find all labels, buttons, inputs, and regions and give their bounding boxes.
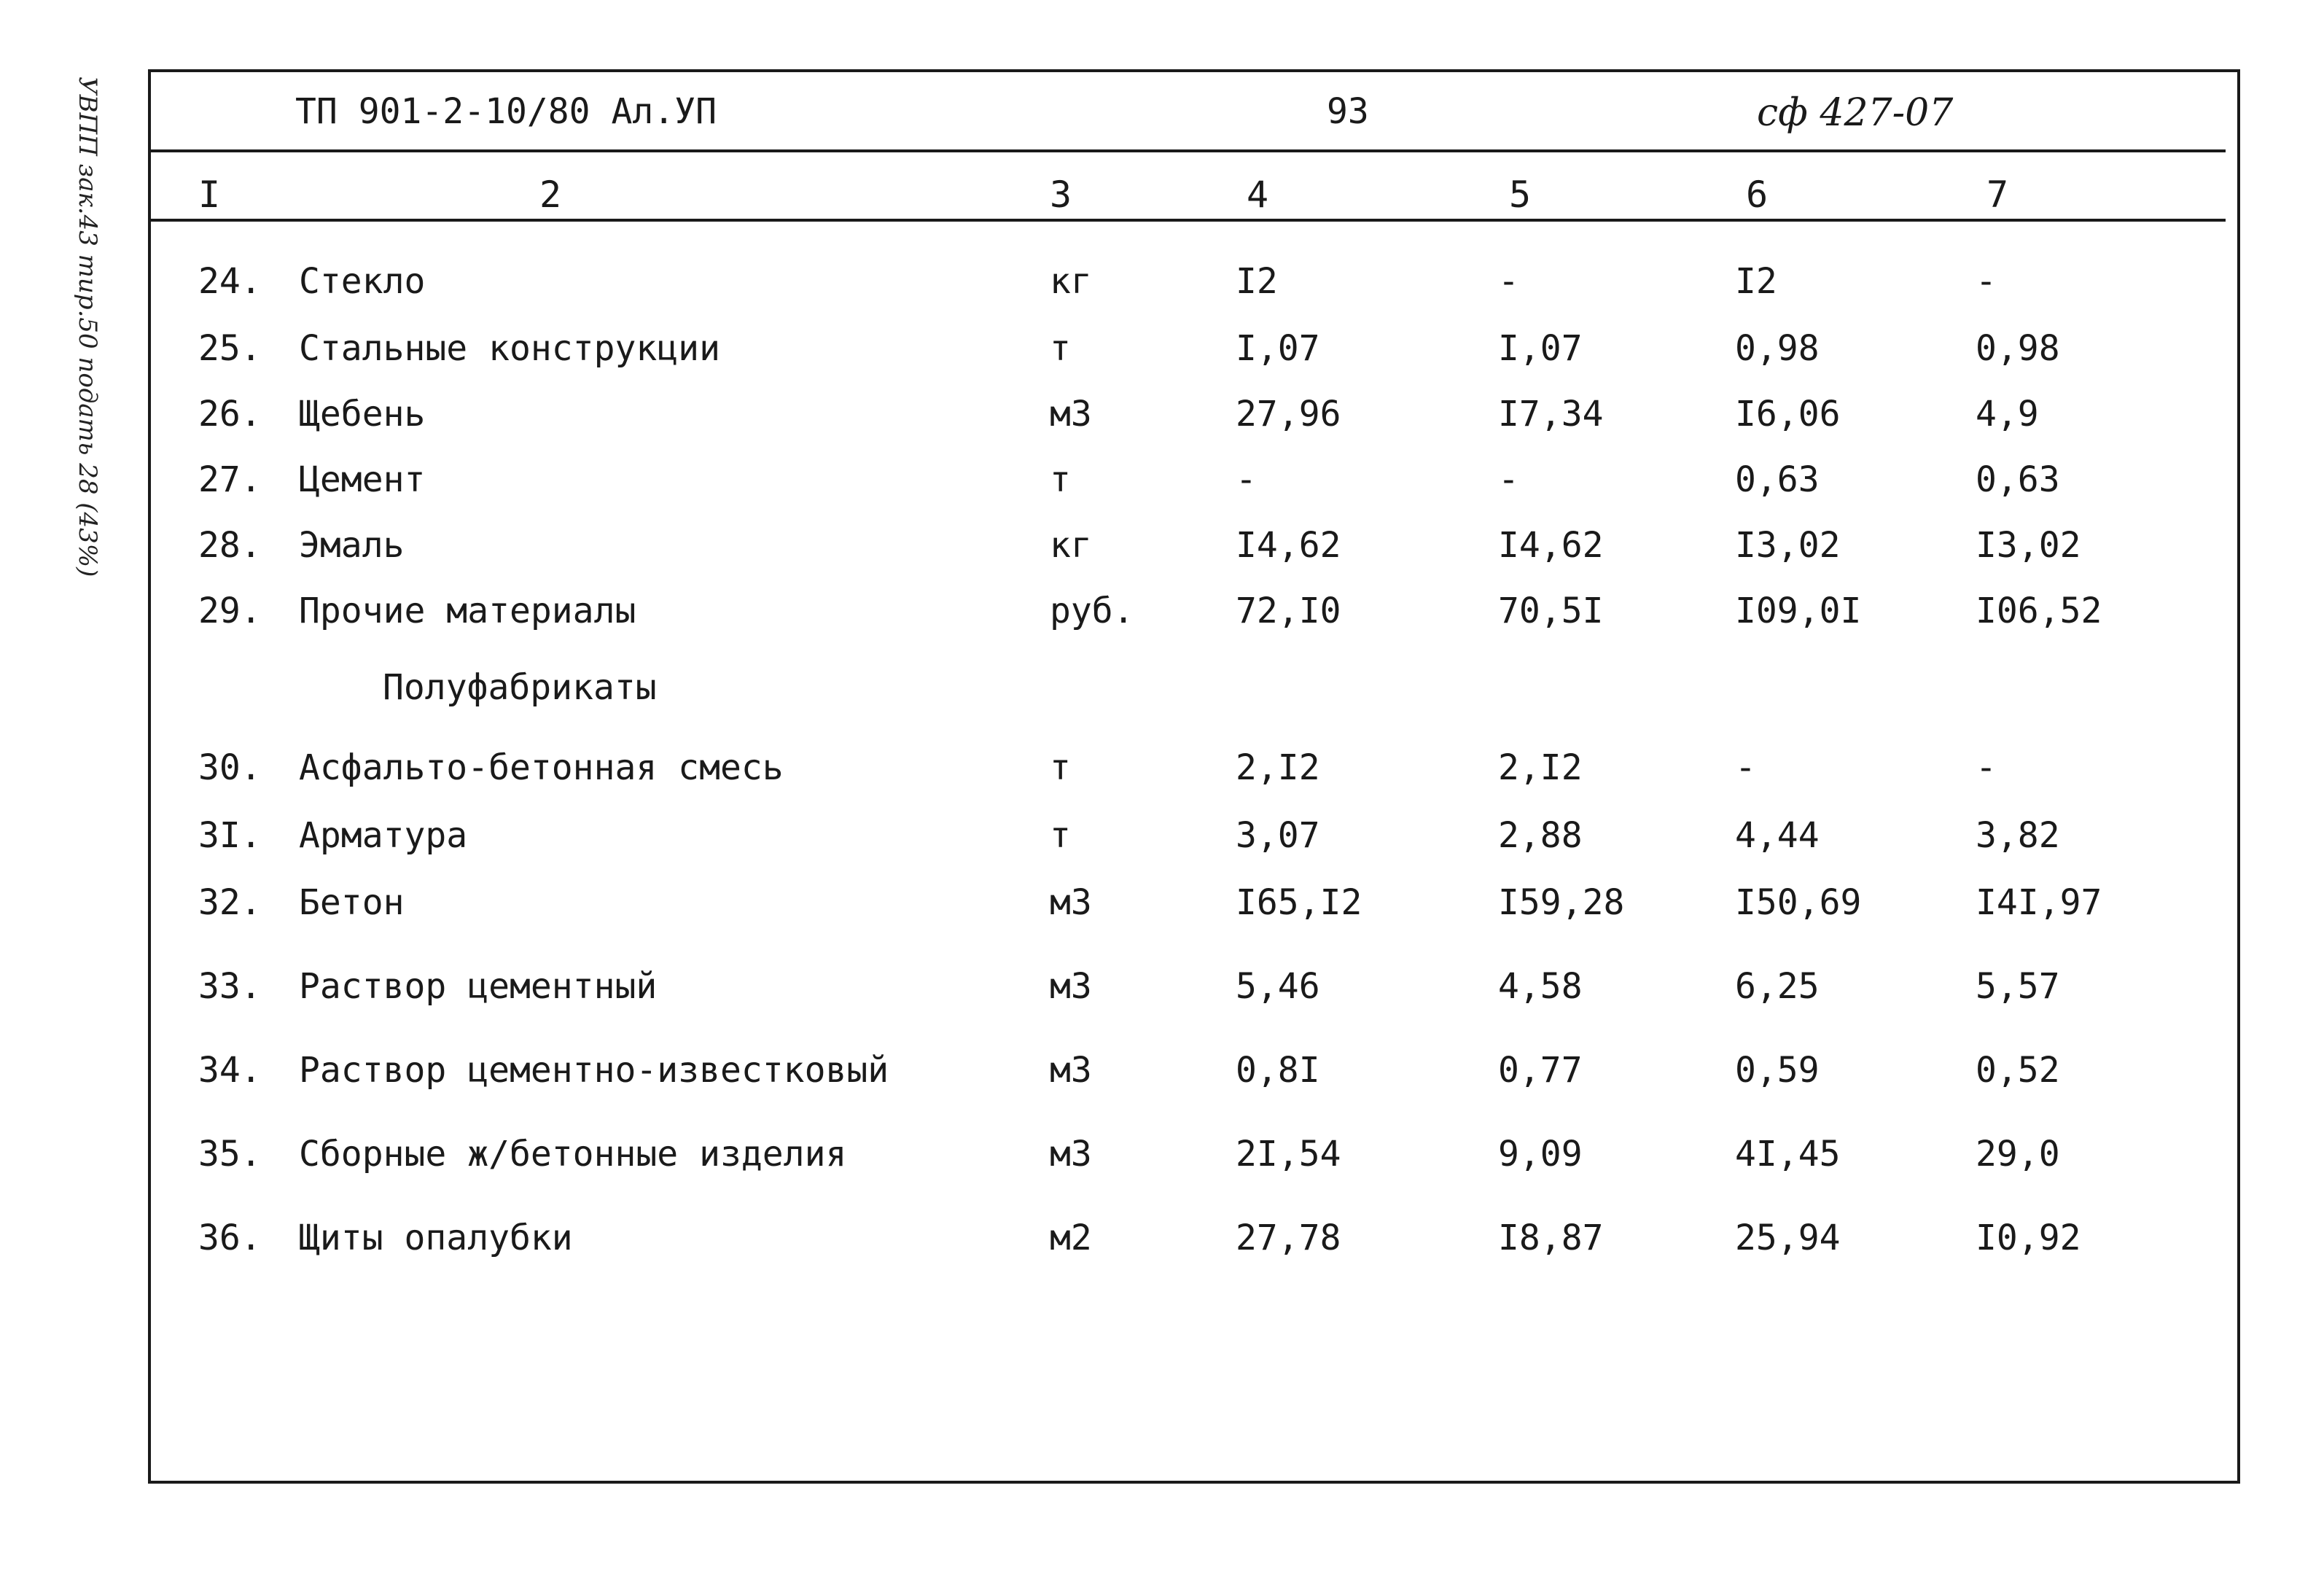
column-number-7: 7: [1986, 174, 2009, 216]
value-col-4: 72,I0: [1236, 591, 1341, 631]
value-col-7: 4,9: [1976, 394, 2039, 435]
value-col-5: I59,28: [1498, 882, 1625, 923]
material-name: Бетон: [299, 882, 405, 923]
value-col-4: I65,I2: [1236, 882, 1362, 923]
unit: м2: [1050, 1218, 1092, 1258]
value-col-6: I3,02: [1735, 525, 1841, 566]
value-col-5: 2,88: [1498, 815, 1583, 856]
row-number: 34.: [198, 1050, 262, 1091]
value-col-6: 25,94: [1735, 1218, 1841, 1258]
value-col-6: 4,44: [1735, 815, 1820, 856]
value-col-5: -: [1498, 261, 1519, 302]
value-col-6: 0,63: [1735, 459, 1820, 500]
table-row: [0, 1050, 2324, 1101]
value-col-4: I,07: [1236, 328, 1320, 369]
value-col-5: I8,87: [1498, 1218, 1604, 1258]
material-name: Стекло: [299, 261, 426, 302]
row-number: 29.: [198, 591, 262, 631]
material-name: Стальные конструкции: [299, 328, 720, 369]
material-name: Арматура: [299, 815, 468, 856]
value-col-7: I3,02: [1976, 525, 2081, 566]
table-row: [0, 394, 2324, 445]
table-row: [0, 1218, 2324, 1269]
column-number-6: 6: [1746, 174, 1769, 216]
row-number: 3I.: [198, 815, 262, 856]
value-col-5: I7,34: [1498, 394, 1604, 435]
value-col-5: 4,58: [1498, 966, 1583, 1007]
value-col-4: 5,46: [1236, 966, 1320, 1007]
material-name: Щиты опалубки: [299, 1218, 573, 1258]
section-subheading: Полуфабрикаты: [383, 667, 657, 708]
value-col-4: I4,62: [1236, 525, 1341, 566]
value-col-6: I2: [1735, 261, 1777, 302]
column-numbers-divider: [148, 219, 2226, 222]
value-col-5: 70,5I: [1498, 591, 1604, 631]
value-col-7: I0,92: [1976, 1218, 2081, 1258]
row-number: 33.: [198, 966, 262, 1007]
table-row: [0, 1134, 2324, 1185]
table-row: [0, 591, 2324, 642]
value-col-5: I4,62: [1498, 525, 1604, 566]
row-number: 27.: [198, 459, 262, 500]
material-name: Цемент: [299, 459, 426, 500]
row-number: 30.: [198, 747, 262, 788]
value-col-6: 0,98: [1735, 328, 1820, 369]
value-col-7: 0,52: [1976, 1050, 2060, 1091]
value-col-4: 27,96: [1236, 394, 1341, 435]
unit: т: [1050, 747, 1071, 788]
row-number: 26.: [198, 394, 262, 435]
value-col-6: I09,0I: [1735, 591, 1862, 631]
value-col-4: 0,8I: [1236, 1050, 1320, 1091]
column-number-5: 5: [1509, 174, 1532, 216]
material-name: Раствор цементно-известковый: [299, 1050, 889, 1091]
material-name: Раствор цементный: [299, 966, 658, 1007]
table-row: [0, 815, 2324, 866]
header-divider: [148, 149, 2226, 152]
unit: руб.: [1050, 591, 1134, 631]
value-col-6: I50,69: [1735, 882, 1862, 923]
value-col-7: I4I,97: [1976, 882, 2102, 923]
value-col-4: 27,78: [1236, 1218, 1341, 1258]
row-number: 25.: [198, 328, 262, 369]
value-col-6: 0,59: [1735, 1050, 1820, 1091]
row-number: 36.: [198, 1218, 262, 1258]
row-number: 32.: [198, 882, 262, 923]
value-col-4: I2: [1236, 261, 1278, 302]
row-number: 24.: [198, 261, 262, 302]
value-col-4: -: [1236, 459, 1257, 500]
unit: кг: [1050, 525, 1092, 566]
unit: кг: [1050, 261, 1092, 302]
unit: м3: [1050, 882, 1092, 923]
value-col-7: 29,0: [1976, 1134, 2060, 1175]
table-row: [0, 747, 2324, 798]
table-row: [0, 525, 2324, 576]
value-col-7: 0,63: [1976, 459, 2060, 500]
unit: м3: [1050, 394, 1092, 435]
material-name: Сборные ж/бетонные изделия: [299, 1134, 847, 1175]
unit: м3: [1050, 966, 1092, 1007]
value-col-7: I06,52: [1976, 591, 2102, 631]
value-col-6: I6,06: [1735, 394, 1841, 435]
material-name: Асфальто-бетонная смесь: [299, 747, 784, 788]
unit: м3: [1050, 1050, 1092, 1091]
row-number: 35.: [198, 1134, 262, 1175]
value-col-5: -: [1498, 459, 1519, 500]
column-number-2: 2: [539, 174, 562, 216]
table-row: [0, 966, 2324, 1017]
value-col-6: 6,25: [1735, 966, 1820, 1007]
value-col-5: 2,I2: [1498, 747, 1583, 788]
side-note-text: УВПП зак.43 тир.50 подать 28 (43%): [73, 77, 102, 577]
value-col-7: 5,57: [1976, 966, 2060, 1007]
value-col-6: -: [1735, 747, 1756, 788]
value-col-7: -: [1976, 261, 1997, 302]
unit: м3: [1050, 1134, 1092, 1175]
page-number: 93: [1327, 91, 1369, 132]
value-col-7: 3,82: [1976, 815, 2060, 856]
value-col-4: 3,07: [1236, 815, 1320, 856]
value-col-4: 2,I2: [1236, 747, 1320, 788]
value-col-5: 9,09: [1498, 1134, 1583, 1175]
table-row: [0, 328, 2324, 379]
column-number-4: 4: [1247, 174, 1269, 216]
material-name: Эмаль: [299, 525, 405, 566]
reference-code: сф 427-07: [1757, 91, 1954, 135]
unit: т: [1050, 328, 1071, 369]
unit: т: [1050, 459, 1071, 500]
value-col-5: 0,77: [1498, 1050, 1583, 1091]
value-col-5: I,07: [1498, 328, 1583, 369]
row-number: 28.: [198, 525, 262, 566]
value-col-7: -: [1976, 747, 1997, 788]
value-col-6: 4I,45: [1735, 1134, 1841, 1175]
unit: т: [1050, 815, 1071, 856]
table-row: [0, 882, 2324, 933]
table-row: [0, 261, 2324, 312]
value-col-4: 2I,54: [1236, 1134, 1341, 1175]
material-name: Щебень: [299, 394, 426, 435]
document-code: ТП 901-2-10/80 Ал.УП: [295, 91, 717, 132]
column-number-3: 3: [1050, 174, 1072, 216]
material-name: Прочие материалы: [299, 591, 636, 631]
table-row: [0, 459, 2324, 510]
value-col-7: 0,98: [1976, 328, 2060, 369]
column-number-1: I: [198, 174, 221, 216]
